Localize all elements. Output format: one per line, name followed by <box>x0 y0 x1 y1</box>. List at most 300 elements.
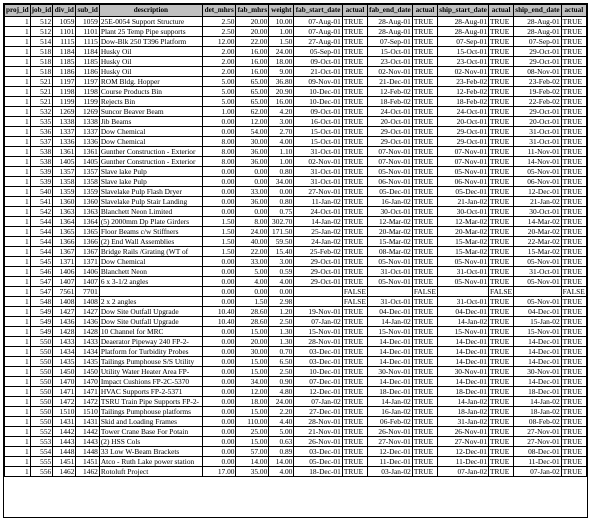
cell-fab-end-date[interactable]: 28-Aug-01 <box>368 17 413 27</box>
cell-div-id[interactable]: 1360 <box>53 197 76 207</box>
cell-sub-id[interactable]: 1427 <box>76 307 99 317</box>
cell-actual-4[interactable]: TRUE <box>561 247 586 257</box>
cell-actual-1[interactable]: TRUE <box>342 17 367 27</box>
cell-proj-id[interactable]: 1 <box>5 157 31 167</box>
cell-fab-start-date[interactable]: 28-Nov-01 <box>294 337 342 347</box>
cell-proj-id[interactable]: 1 <box>5 277 31 287</box>
cell-actual-1[interactable]: TRUE <box>342 77 367 87</box>
cell-ship-start-date[interactable]: 20-Oct-01 <box>438 117 489 127</box>
cell-det-mhrs[interactable]: 0.00 <box>202 287 236 297</box>
cell-actual-3[interactable]: TRUE <box>489 267 514 277</box>
cell-ship-end-date[interactable]: 15-Jan-02 <box>514 317 561 327</box>
cell-fab-end-date[interactable]: 12-Mar-02 <box>368 217 413 227</box>
cell-actual-2[interactable]: TRUE <box>412 257 437 267</box>
cell-det-mhrs[interactable]: 8.00 <box>202 147 236 157</box>
cell-proj-id[interactable]: 1 <box>5 337 31 347</box>
cell-div-id[interactable]: 1462 <box>53 467 76 477</box>
cell-ship-end-date[interactable]: 11-Nov-01 <box>514 147 561 157</box>
cell-actual-2[interactable]: TRUE <box>412 337 437 347</box>
cell-actual-1[interactable]: TRUE <box>342 397 367 407</box>
cell-description[interactable]: Dow Chemical <box>99 257 202 267</box>
cell-job-id[interactable]: 535 <box>30 117 53 127</box>
cell-ship-start-date[interactable]: 18-Jan-02 <box>438 407 489 417</box>
cell-actual-1[interactable]: TRUE <box>342 307 367 317</box>
cell-job-id[interactable]: 554 <box>30 447 53 457</box>
cell-proj-id[interactable]: 1 <box>5 147 31 157</box>
cell-actual-1[interactable]: TRUE <box>342 197 367 207</box>
table-row[interactable] <box>5 37 587 47</box>
cell-proj-id[interactable]: 1 <box>5 297 31 307</box>
cell-ship-end-date[interactable]: 28-Aug-01 <box>514 17 561 27</box>
cell-ship-start-date[interactable]: 07-Nov-01 <box>438 157 489 167</box>
cell-div-id[interactable]: 1101 <box>53 27 76 37</box>
cell-fab-end-date[interactable]: 06-Nov-01 <box>368 177 413 187</box>
cell-fab-mhrs[interactable]: 20.00 <box>236 17 269 27</box>
cell-weight[interactable]: 4.00 <box>269 277 294 287</box>
cell-div-id[interactable]: 1428 <box>53 327 76 337</box>
cell-actual-4[interactable]: TRUE <box>561 27 586 37</box>
cell-actual-2[interactable]: TRUE <box>412 157 437 167</box>
cell-ship-start-date[interactable]: 14-Dec-01 <box>438 337 489 347</box>
cell-det-mhrs[interactable]: 5.00 <box>202 87 236 97</box>
cell-det-mhrs[interactable]: 0.00 <box>202 277 236 287</box>
table-row[interactable] <box>5 397 587 407</box>
cell-job-id[interactable]: 549 <box>30 327 53 337</box>
cell-actual-4[interactable]: TRUE <box>561 297 586 307</box>
cell-ship-end-date[interactable]: 29-Oct-01 <box>514 107 561 117</box>
cell-weight[interactable]: 16.00 <box>269 97 294 107</box>
cell-sub-id[interactable]: 1451 <box>76 457 99 467</box>
cell-sub-id[interactable]: 1448 <box>76 447 99 457</box>
table-row[interactable] <box>5 337 587 347</box>
cell-ship-start-date[interactable]: 15-Nov-01 <box>438 327 489 337</box>
cell-actual-3[interactable]: TRUE <box>489 277 514 287</box>
cell-weight[interactable]: 1.30 <box>269 327 294 337</box>
cell-ship-start-date[interactable]: 29-Oct-01 <box>438 137 489 147</box>
table-row[interactable] <box>5 437 587 447</box>
cell-fab-mhrs[interactable]: 0.00 <box>236 167 269 177</box>
cell-actual-3[interactable]: TRUE <box>489 247 514 257</box>
cell-fab-start-date[interactable]: 11-Jan-02 <box>294 197 342 207</box>
cell-det-mhrs[interactable]: 1.50 <box>202 247 236 257</box>
column-header-description[interactable]: description <box>99 5 202 17</box>
cell-ship-end-date[interactable]: 30-Nov-01 <box>514 367 561 377</box>
table-row[interactable] <box>5 177 587 187</box>
cell-job-id[interactable]: 518 <box>30 67 53 77</box>
cell-description[interactable]: HVAC Supports FP-2-5371 <box>99 387 202 397</box>
cell-sub-id[interactable]: 1470 <box>76 377 99 387</box>
cell-det-mhrs[interactable]: 10.40 <box>202 307 236 317</box>
cell-actual-4[interactable]: TRUE <box>561 467 586 477</box>
cell-sub-id[interactable]: 1363 <box>76 207 99 217</box>
cell-fab-mhrs[interactable]: 22.00 <box>236 247 269 257</box>
cell-sub-id[interactable]: 1450 <box>76 367 99 377</box>
cell-fab-mhrs[interactable]: 12.00 <box>236 117 269 127</box>
cell-fab-mhrs[interactable]: 30.00 <box>236 137 269 147</box>
cell-det-mhrs[interactable]: 0.00 <box>202 347 236 357</box>
cell-fab-start-date[interactable]: 05-Dec-01 <box>294 457 342 467</box>
cell-proj-id[interactable]: 1 <box>5 357 31 367</box>
cell-actual-4[interactable]: TRUE <box>561 277 586 287</box>
cell-fab-end-date[interactable]: 08-Mar-02 <box>368 247 413 257</box>
cell-fab-start-date[interactable]: 25-Feb-02 <box>294 247 342 257</box>
cell-actual-3[interactable]: TRUE <box>489 227 514 237</box>
cell-ship-start-date[interactable]: 06-Nov-01 <box>438 177 489 187</box>
cell-actual-4[interactable]: TRUE <box>561 47 586 57</box>
column-header-fab-mhrs[interactable]: fab_mhrs <box>236 5 269 17</box>
cell-actual-1[interactable]: TRUE <box>342 97 367 107</box>
cell-actual-4[interactable]: TRUE <box>561 257 586 267</box>
cell-description[interactable]: (2) End Wall Assemblies <box>99 237 202 247</box>
cell-actual-3[interactable]: TRUE <box>489 217 514 227</box>
cell-det-mhrs[interactable]: 0.00 <box>202 397 236 407</box>
cell-weight[interactable]: 5.00 <box>269 427 294 437</box>
cell-job-id[interactable]: 545 <box>30 257 53 267</box>
cell-ship-end-date[interactable]: 14-Dec-01 <box>514 337 561 347</box>
cell-sub-id[interactable]: 1364 <box>76 217 99 227</box>
cell-div-id[interactable]: 1470 <box>53 377 76 387</box>
cell-actual-4[interactable]: TRUE <box>561 137 586 147</box>
cell-weight[interactable]: 2.50 <box>269 367 294 377</box>
cell-actual-3[interactable]: TRUE <box>489 87 514 97</box>
cell-div-id[interactable]: 1472 <box>53 397 76 407</box>
cell-det-mhrs[interactable]: 0.00 <box>202 197 236 207</box>
cell-description[interactable] <box>99 287 202 297</box>
cell-fab-mhrs[interactable]: 54.00 <box>236 127 269 137</box>
cell-sub-id[interactable]: 1338 <box>76 117 99 127</box>
cell-description[interactable]: TSRU Train Pipe Supports FP-2- <box>99 397 202 407</box>
cell-sub-id[interactable]: 1198 <box>76 87 99 97</box>
cell-job-id[interactable]: 550 <box>30 417 53 427</box>
cell-actual-3[interactable]: TRUE <box>489 327 514 337</box>
cell-det-mhrs[interactable]: 0.00 <box>202 327 236 337</box>
cell-ship-end-date[interactable]: 14-Jan-02 <box>514 397 561 407</box>
cell-det-mhrs[interactable]: 0.00 <box>202 257 236 267</box>
cell-fab-mhrs[interactable]: 14.00 <box>236 457 269 467</box>
cell-proj-id[interactable]: 1 <box>5 77 31 87</box>
cell-fab-mhrs[interactable]: 28.60 <box>236 307 269 317</box>
cell-fab-end-date[interactable]: 07-Sep-01 <box>368 37 413 47</box>
cell-det-mhrs[interactable]: 2.50 <box>202 17 236 27</box>
cell-fab-end-date[interactable]: 29-Oct-01 <box>368 137 413 147</box>
cell-fab-end-date[interactable]: 16-Jan-02 <box>368 407 413 417</box>
cell-div-id[interactable]: 1448 <box>53 447 76 457</box>
cell-actual-3[interactable]: TRUE <box>489 237 514 247</box>
cell-weight[interactable]: 0.59 <box>269 267 294 277</box>
cell-weight[interactable]: 0.70 <box>269 347 294 357</box>
cell-ship-end-date[interactable]: 11-Dec-01 <box>514 457 561 467</box>
cell-proj-id[interactable]: 1 <box>5 127 31 137</box>
cell-ship-start-date[interactable]: 20-Mar-02 <box>438 227 489 237</box>
cell-sub-id[interactable]: 1199 <box>76 97 99 107</box>
cell-div-id[interactable]: 1510 <box>53 407 76 417</box>
cell-actual-4[interactable]: TRUE <box>561 237 586 247</box>
cell-div-id[interactable]: 1197 <box>53 77 76 87</box>
cell-fab-mhrs[interactable]: 15.00 <box>236 367 269 377</box>
cell-description[interactable]: Tailings Pumphouse platforms <box>99 407 202 417</box>
cell-actual-1[interactable]: TRUE <box>342 177 367 187</box>
cell-fab-mhrs[interactable]: 15.00 <box>236 357 269 367</box>
cell-proj-id[interactable]: 1 <box>5 227 31 237</box>
cell-div-id[interactable]: 1405 <box>53 157 76 167</box>
cell-fab-start-date[interactable]: 19-Nov-01 <box>294 307 342 317</box>
cell-proj-id[interactable]: 1 <box>5 267 31 277</box>
cell-fab-end-date[interactable]: 28-Aug-01 <box>368 27 413 37</box>
cell-description[interactable]: Husky Oil <box>99 57 202 67</box>
cell-actual-4[interactable]: TRUE <box>561 207 586 217</box>
cell-proj-id[interactable]: 1 <box>5 447 31 457</box>
cell-det-mhrs[interactable]: 2.00 <box>202 47 236 57</box>
cell-job-id[interactable]: 512 <box>30 27 53 37</box>
cell-ship-start-date[interactable]: 05-Dec-01 <box>438 187 489 197</box>
cell-sub-id[interactable]: 1358 <box>76 177 99 187</box>
cell-sub-id[interactable]: 1269 <box>76 107 99 117</box>
cell-div-id[interactable]: 1359 <box>53 187 76 197</box>
cell-det-mhrs[interactable]: 17.00 <box>202 467 236 477</box>
cell-ship-end-date[interactable]: 08-Nov-01 <box>514 67 561 77</box>
cell-fab-start-date[interactable]: 29-Oct-01 <box>294 267 342 277</box>
cell-actual-1[interactable]: TRUE <box>342 457 367 467</box>
cell-ship-start-date[interactable]: 15-Mar-02 <box>438 237 489 247</box>
cell-fab-start-date[interactable]: 21-Oct-01 <box>294 67 342 77</box>
cell-fab-end-date[interactable]: 20-Mar-02 <box>368 227 413 237</box>
table-row[interactable] <box>5 297 587 307</box>
cell-fab-end-date[interactable]: 16-Jan-02 <box>368 197 413 207</box>
cell-fab-end-date[interactable] <box>368 287 413 297</box>
cell-sub-id[interactable]: 1361 <box>76 147 99 157</box>
cell-proj-id[interactable]: 1 <box>5 437 31 447</box>
cell-fab-start-date[interactable]: 29-Oct-01 <box>294 277 342 287</box>
cell-fab-end-date[interactable]: 07-Nov-01 <box>368 157 413 167</box>
cell-actual-4[interactable]: TRUE <box>561 407 586 417</box>
cell-sub-id[interactable]: 1434 <box>76 347 99 357</box>
cell-sub-id[interactable]: 7701 <box>76 287 99 297</box>
cell-fab-mhrs[interactable]: 65.00 <box>236 77 269 87</box>
cell-ship-end-date[interactable]: 08-Dec-01 <box>514 447 561 457</box>
cell-description[interactable]: Dow Chemical <box>99 127 202 137</box>
cell-ship-start-date[interactable]: 31-Oct-01 <box>438 267 489 277</box>
cell-ship-start-date[interactable]: 07-Sep-01 <box>438 37 489 47</box>
cell-ship-start-date[interactable]: 28-Aug-01 <box>438 17 489 27</box>
cell-div-id[interactable]: 1185 <box>53 57 76 67</box>
cell-weight[interactable]: 20.90 <box>269 87 294 97</box>
cell-ship-end-date[interactable]: 31-Oct-01 <box>514 127 561 137</box>
cell-description[interactable]: (5) 2000mm Dp Plate Girders <box>99 217 202 227</box>
cell-det-mhrs[interactable]: 0.00 <box>202 207 236 217</box>
cell-ship-start-date[interactable] <box>438 287 489 297</box>
cell-actual-4[interactable]: TRUE <box>561 37 586 47</box>
cell-proj-id[interactable]: 1 <box>5 137 31 147</box>
cell-ship-start-date[interactable]: 14-Jan-02 <box>438 397 489 407</box>
cell-actual-3[interactable]: TRUE <box>489 457 514 467</box>
cell-job-id[interactable]: 550 <box>30 367 53 377</box>
cell-sub-id[interactable]: 1433 <box>76 337 99 347</box>
cell-actual-4[interactable]: TRUE <box>561 267 586 277</box>
cell-ship-start-date[interactable]: 14-Dec-01 <box>438 347 489 357</box>
cell-weight[interactable]: 1.30 <box>269 337 294 347</box>
cell-weight[interactable]: 10.00 <box>269 17 294 27</box>
cell-fab-mhrs[interactable]: 16.00 <box>236 57 269 67</box>
cell-det-mhrs[interactable]: 0.00 <box>202 117 236 127</box>
cell-ship-end-date[interactable]: 22-Feb-02 <box>514 97 561 107</box>
cell-sub-id[interactable]: 1337 <box>76 127 99 137</box>
cell-det-mhrs[interactable]: 10.40 <box>202 317 236 327</box>
cell-actual-3[interactable]: TRUE <box>489 257 514 267</box>
table-row[interactable] <box>5 407 587 417</box>
cell-ship-end-date[interactable]: 14-Dec-01 <box>514 377 561 387</box>
table-row[interactable] <box>5 367 587 377</box>
cell-actual-1[interactable]: TRUE <box>342 257 367 267</box>
cell-description[interactable]: 25E-0054 Support Structure <box>99 17 202 27</box>
cell-actual-3[interactable]: TRUE <box>489 177 514 187</box>
cell-ship-start-date[interactable]: 14-Dec-01 <box>438 377 489 387</box>
table-row[interactable] <box>5 107 587 117</box>
cell-job-id[interactable]: 518 <box>30 47 53 57</box>
cell-description[interactable]: Rejects Bin <box>99 97 202 107</box>
cell-det-mhrs[interactable]: 0.00 <box>202 447 236 457</box>
cell-description[interactable]: Utility Water Heater Area FP- <box>99 367 202 377</box>
cell-det-mhrs[interactable]: 8.00 <box>202 137 236 147</box>
cell-proj-id[interactable]: 1 <box>5 27 31 37</box>
cell-proj-id[interactable]: 1 <box>5 187 31 197</box>
cell-fab-end-date[interactable]: 14-Dec-01 <box>368 357 413 367</box>
cell-job-id[interactable]: 547 <box>30 287 53 297</box>
cell-fab-end-date[interactable]: 11-Dec-01 <box>368 457 413 467</box>
cell-actual-3[interactable]: TRUE <box>489 447 514 457</box>
cell-fab-start-date[interactable] <box>294 287 342 297</box>
cell-description[interactable]: Platform for Turbidity Probes <box>99 347 202 357</box>
cell-weight[interactable]: 1.20 <box>269 307 294 317</box>
cell-det-mhrs[interactable]: 0.00 <box>202 427 236 437</box>
cell-fab-end-date[interactable]: 24-Oct-01 <box>368 107 413 117</box>
cell-actual-3[interactable]: TRUE <box>489 297 514 307</box>
cell-sub-id[interactable]: 1371 <box>76 257 99 267</box>
table-row[interactable] <box>5 187 587 197</box>
cell-fab-start-date[interactable]: 21-Nov-01 <box>294 427 342 437</box>
cell-proj-id[interactable]: 1 <box>5 107 31 117</box>
table-row[interactable] <box>5 87 587 97</box>
cell-job-id[interactable]: 541 <box>30 197 53 207</box>
cell-fab-end-date[interactable]: 05-Nov-01 <box>368 167 413 177</box>
cell-ship-start-date[interactable]: 05-Nov-01 <box>438 167 489 177</box>
cell-det-mhrs[interactable]: 0.00 <box>202 297 236 307</box>
cell-job-id[interactable]: 539 <box>30 167 53 177</box>
cell-actual-1[interactable]: TRUE <box>342 147 367 157</box>
cell-proj-id[interactable]: 1 <box>5 377 31 387</box>
cell-ship-end-date[interactable]: 14-Dec-01 <box>514 357 561 367</box>
cell-ship-end-date[interactable]: 07-Sep-01 <box>514 37 561 47</box>
cell-actual-1[interactable]: TRUE <box>342 377 367 387</box>
cell-fab-mhrs[interactable]: 20.00 <box>236 337 269 347</box>
cell-proj-id[interactable]: 1 <box>5 467 31 477</box>
cell-actual-1[interactable]: TRUE <box>342 157 367 167</box>
cell-actual-3[interactable]: TRUE <box>489 367 514 377</box>
cell-actual-2[interactable]: TRUE <box>412 127 437 137</box>
cell-fab-start-date[interactable]: 16-Oct-01 <box>294 117 342 127</box>
cell-job-id[interactable]: 548 <box>30 297 53 307</box>
cell-ship-start-date[interactable]: 26-Nov-01 <box>438 427 489 437</box>
cell-job-id[interactable]: 536 <box>30 127 53 137</box>
cell-sub-id[interactable]: 1366 <box>76 237 99 247</box>
cell-fab-mhrs[interactable]: 65.00 <box>236 87 269 97</box>
cell-fab-start-date[interactable]: 07-Aug-01 <box>294 27 342 37</box>
cell-fab-mhrs[interactable]: 12.00 <box>236 387 269 397</box>
cell-ship-start-date[interactable]: 15-Oct-01 <box>438 47 489 57</box>
cell-job-id[interactable]: 518 <box>30 57 53 67</box>
cell-ship-start-date[interactable]: 12-Mar-02 <box>438 217 489 227</box>
cell-actual-2[interactable]: TRUE <box>412 387 437 397</box>
cell-det-mhrs[interactable]: 1.50 <box>202 217 236 227</box>
cell-actual-3[interactable]: TRUE <box>489 437 514 447</box>
cell-det-mhrs[interactable]: 0.00 <box>202 267 236 277</box>
cell-det-mhrs[interactable]: 1.50 <box>202 237 236 247</box>
cell-div-id[interactable]: 1115 <box>53 37 76 47</box>
cell-actual-4[interactable]: TRUE <box>561 357 586 367</box>
cell-fab-end-date[interactable]: 18-Feb-02 <box>368 97 413 107</box>
cell-actual-2[interactable]: TRUE <box>412 117 437 127</box>
cell-weight[interactable]: 2.50 <box>269 317 294 327</box>
column-header-ship-start-date[interactable]: ship_start_date <box>438 5 489 17</box>
cell-proj-id[interactable]: 1 <box>5 47 31 57</box>
column-header-proj-id[interactable]: proj_id <box>5 5 31 17</box>
cell-div-id[interactable]: 1443 <box>53 437 76 447</box>
cell-div-id[interactable]: 1366 <box>53 237 76 247</box>
cell-weight[interactable]: 6.50 <box>269 357 294 367</box>
cell-div-id[interactable]: 1367 <box>53 247 76 257</box>
cell-fab-start-date[interactable]: 26-Nov-01 <box>294 437 342 447</box>
cell-fab-start-date[interactable]: 09-Nov-01 <box>294 77 342 87</box>
cell-sub-id[interactable]: 1472 <box>76 397 99 407</box>
cell-actual-2[interactable]: TRUE <box>412 67 437 77</box>
table-row[interactable] <box>5 77 587 87</box>
cell-fab-end-date[interactable]: 02-Nov-01 <box>368 67 413 77</box>
cell-actual-3[interactable]: TRUE <box>489 97 514 107</box>
cell-weight[interactable]: 2.98 <box>269 297 294 307</box>
table-row[interactable] <box>5 417 587 427</box>
cell-fab-mhrs[interactable]: 65.00 <box>236 97 269 107</box>
table-row[interactable] <box>5 257 587 267</box>
cell-sub-id[interactable]: 1059 <box>76 17 99 27</box>
cell-div-id[interactable]: 1431 <box>53 417 76 427</box>
cell-weight[interactable]: 0.90 <box>269 377 294 387</box>
cell-fab-end-date[interactable]: 05-Nov-01 <box>368 257 413 267</box>
cell-fab-mhrs[interactable]: 1.50 <box>236 297 269 307</box>
cell-ship-end-date[interactable]: 14-Dec-01 <box>514 347 561 357</box>
cell-ship-end-date[interactable]: 22-Mar-02 <box>514 237 561 247</box>
cell-description[interactable]: 33 Low W-Beam Brackets <box>99 447 202 457</box>
cell-fab-start-date[interactable]: 09-Oct-01 <box>294 57 342 67</box>
cell-ship-end-date[interactable]: 14-Mar-02 <box>514 217 561 227</box>
cell-actual-2[interactable]: TRUE <box>412 327 437 337</box>
column-header-job-id[interactable]: job_id <box>30 5 53 17</box>
table-row[interactable] <box>5 147 587 157</box>
cell-ship-end-date[interactable]: 20-Mar-02 <box>514 227 561 237</box>
cell-actual-2[interactable]: TRUE <box>412 397 437 407</box>
cell-fab-end-date[interactable]: 21-Dec-01 <box>368 77 413 87</box>
cell-actual-3[interactable]: TRUE <box>489 467 514 477</box>
cell-actual-3[interactable]: TRUE <box>489 107 514 117</box>
cell-actual-2[interactable]: TRUE <box>412 357 437 367</box>
cell-fab-mhrs[interactable]: 36.00 <box>236 147 269 157</box>
cell-actual-3[interactable]: TRUE <box>489 307 514 317</box>
cell-actual-2[interactable]: TRUE <box>412 407 437 417</box>
cell-job-id[interactable]: 540 <box>30 187 53 197</box>
cell-fab-mhrs[interactable]: 16.00 <box>236 47 269 57</box>
cell-actual-4[interactable]: TRUE <box>561 197 586 207</box>
cell-description[interactable]: Dow-Blk 250 T396 Platform <box>99 37 202 47</box>
cell-actual-4[interactable]: TRUE <box>561 437 586 447</box>
cell-det-mhrs[interactable]: 0.00 <box>202 417 236 427</box>
